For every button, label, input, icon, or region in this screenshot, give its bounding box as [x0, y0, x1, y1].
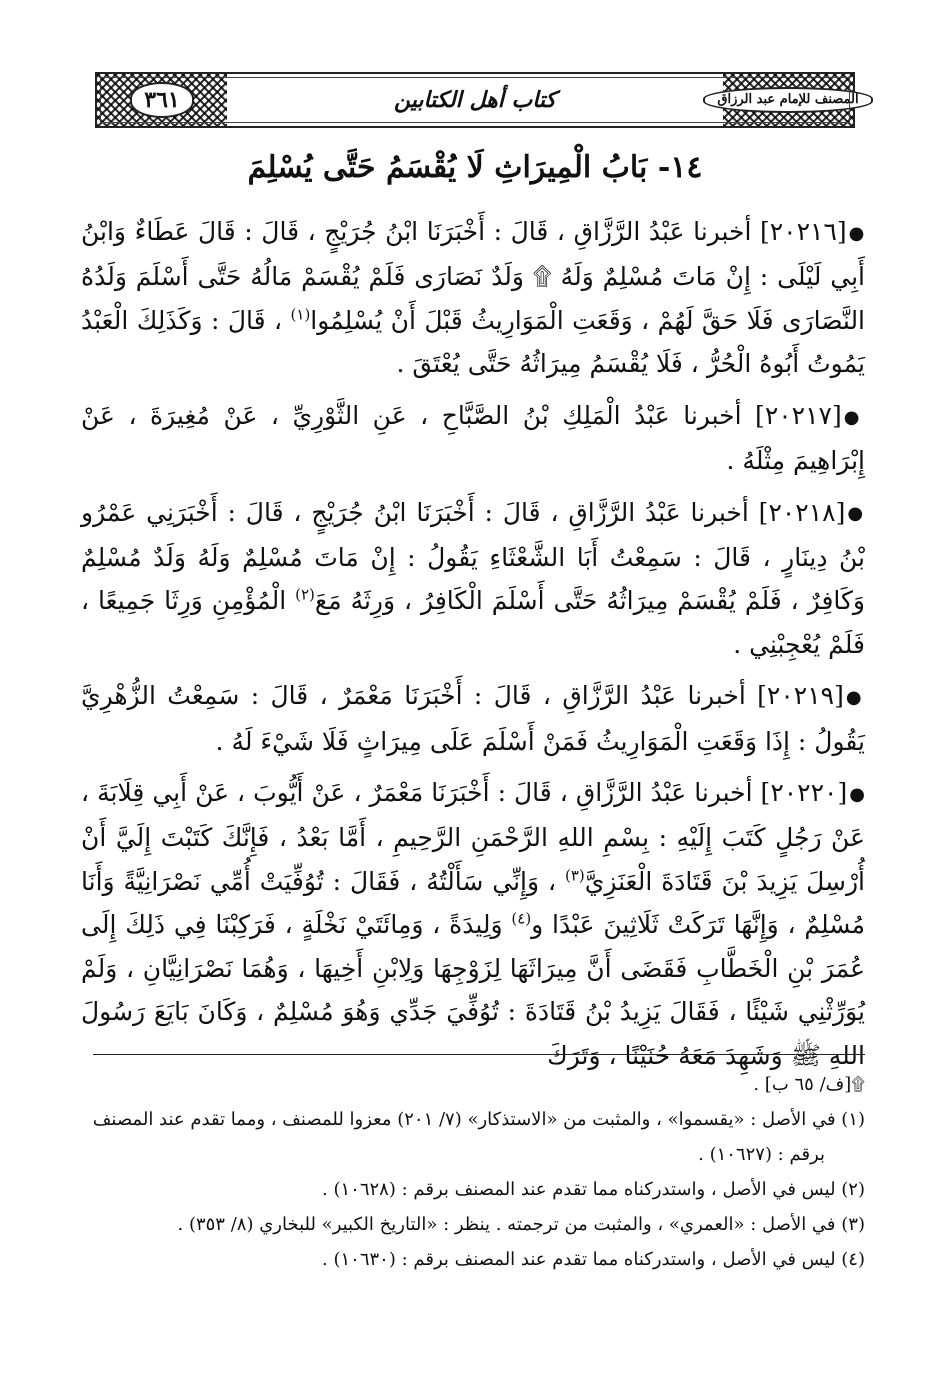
- footnote-item: (١) في الأصل : «يقسموا» ، والمثبت من «الاستذكار» (٧/ ٢٠١) معزوا للمصنف ، ومما تقدم عند المصنف: [92, 1109, 865, 1130]
- bullet-icon: ●: [843, 406, 865, 428]
- page-number: ٣٦١: [130, 82, 193, 118]
- entry-text: [٢٠٢١٧] أخبرنا عَبْدُ الْمَلِكِ بْنُ الصَّبَّاحِ ، عَنِ الثَّوْرِيِّ ، عَنْ مُغِيرَةَ ، عَنْ إِبْرَاهِيمَ مِثْلَهُ .: [81, 400, 865, 475]
- bullet-icon: ●: [847, 503, 865, 525]
- footnote-ref[interactable]: (١): [290, 305, 311, 324]
- running-title: كتاب أهل الكتابين: [393, 87, 557, 113]
- footnote-divider: [93, 1054, 865, 1055]
- entry-text-continued: الْمُؤْمِنِ وَرِثَا جَمِيعًا ، فَلَمْ يُعْجِبْنِي .: [81, 586, 865, 659]
- entry-text-continued: وَلِيدَةً ، وَمِائَتَيْ نَخْلَةٍ ، فَرَكِبْنَا فِي ذَلِكَ إِلَى عُمَرَ بْنِ الْخَطَّابِ فَقَضَى أَنَّ مِيرَاثَهَا لِزَوْجِهَا وَلِابْنِ أَخِيهَا ، وَهُمَا نَصْرَانِيَّانِ ، وَلَمْ يُوَرِّثْنِي شَيْئًا ، فَقَالَ يَزِيدُ بْنُ قَتَادَةَ : تُوُفِّيَ جَدِّي وَهُوَ مُسْلِمٌ ، وَكَانَ بَايَعَ رَسُولَ اللهِ ﷺ وَشَهِدَ مَعَهُ حُنَيْنًا ، وَتَرَكَ: [81, 910, 865, 1070]
- entry-text-continued: ، وَإِنِّي سَأَلْتُهُ ، فَقَالَ : تُوُفِّيَتْ أُمِّي نَصْرَانِيَّةً وَأَنَا مُسْلِمٌ ، وَإِنَّهَا تَرَكَتْ ثَلَاثِينَ عَبْدًا و: [81, 866, 866, 940]
- header-ornament-left: [97, 74, 227, 126]
- entry-text: [٢٠٢١٦] أخبرنا عَبْدُ الرَّزَّاقِ ، قَالَ : أَخْبَرَنَا ابْنُ جُرَيْجٍ ، قَالَ : قَالَ عَطَاءٌ وَابْنُ أَبِي لَيْلَى : إِنْ مَاتَ مُسْلِمٌ وَلَهُ ۩ وَلَدٌ نَصَارَى فَلَمْ يُقْسَمْ مَالُهُ حَتَّى أَسْلَمَ وَلَدُهُ النَّصَارَى فَلَا حَقَّ لَهُمْ ، وَقَعَتِ الْمَوَارِيثُ قَبْلَ أَنْ يُسْلِمُوا: [81, 217, 866, 335]
- hadith-entry: [81, 674, 865, 763]
- bullet-icon: ●: [849, 783, 865, 805]
- footnote-ref[interactable]: (٢): [295, 585, 315, 604]
- hadith-entry: [81, 210, 865, 386]
- bullet-icon: ●: [848, 222, 865, 244]
- entry-text: [٢٠٢٢٠] أخبرنا عَبْدُ الرَّزَّاقِ ، قَالَ : أَخْبَرَنَا مَعْمَرٌ ، عَنْ أَيُّوبَ ، عَنْ أَبِي قِلَابَةَ ، عَنْ رَجُلٍ كَتَبَ إِلَيْهِ : بِسْمِ اللهِ الرَّحْمَنِ الرَّحِيمِ ، أَمَّا بَعْدُ ، فَإِنَّكَ كَتَبْتَ إِلَيَّ أَنْ أُرْسِلَ يَزِيدَ بْنَ قَتَادَةَ الْعَنَزِيَّ: [81, 778, 865, 896]
- footnote-ref[interactable]: (٣): [564, 866, 585, 885]
- footnote-item: (٢) ليس في الأصل ، واستدركناه مما تقدم عند المصنف برقم : (١٠٦٢٨) .: [322, 1179, 865, 1200]
- hadith-entry: [81, 394, 865, 483]
- footnote-item: (٤) ليس في الأصل ، واستدركناه مما تقدم عند المصنف برقم : (١٠٦٣٠) .: [322, 1249, 865, 1270]
- footnote-item: ۩[ف/ ٦٥ ب] .: [753, 1074, 865, 1095]
- publisher-logo: المصنف للإمام عبد الرزاق: [703, 87, 872, 113]
- hadith-entry: [81, 491, 865, 667]
- header-ornament-right: [717, 74, 859, 126]
- entry-text: [٢٠٢١٨] أخبرنا عَبْدُ الرَّزَّاقِ ، قَالَ : أَخْبَرَنَا ابْنُ جُرَيْجٍ ، قَالَ : أَخْبَرَنِي عَمْرُو بْنُ دِينَارٍ ، قَالَ : سَمِعْتُ أَبَا الشَّعْثَاءِ يَقُولُ : إِنْ مَاتَ مُسْلِمٌ وَلَهُ وَلَدٌ مُسْلِمٌ وَكَافِرٌ ، فَلَمْ يُقْسَمْ مِيرَاثُهُ حَتَّى أَسْلَمَ الْكَافِرُ ، وَرِثَهُ مَعَ: [81, 497, 866, 616]
- bullet-icon: ●: [845, 687, 865, 708]
- footnote-item: (٣) في الأصل : «العمري» ، والمثبت من ترجمته . ينظر : «التاريخ الكبير» للبخاري (٨/ ٣٥٣) .: [177, 1214, 865, 1235]
- main-text: [81, 210, 865, 1085]
- hadith-entry: [81, 771, 865, 1077]
- entry-text-continued: ، قَالَ : وَكَذَلِكَ الْعَبْدُ يَمُوتُ أَبُوهُ الْحُرُّ ، فَلَا يُقْسَمُ مِيرَاثُهُ حَتَّى يُعْتَقَ .: [81, 305, 865, 379]
- entry-text: [٢٠٢١٩] أخبرنا عَبْدُ الرَّزَّاقِ ، قَالَ : أَخْبَرَنَا مَعْمَرٌ ، قَالَ : سَمِعْتُ الزُّهْرِيَّ يَقُولُ : إِذَا وَقَعَتِ الْمَوَارِيثُ فَمَنْ أَسْلَمَ عَلَى مِيرَاثٍ فَلَا شَيْءَ لَهُ .: [81, 681, 865, 756]
- chapter-title: ١٤- بَابُ الْمِيرَاثِ لَا يُقْسَمُ حَتَّى يُسْلِمَ: [247, 150, 703, 185]
- page-header: [95, 72, 859, 128]
- footnote-ref[interactable]: (٤): [511, 909, 532, 928]
- footnote-item-continued: برقم : (١٠٦٢٧) .: [698, 1144, 825, 1165]
- footnotes: [81, 1068, 865, 1278]
